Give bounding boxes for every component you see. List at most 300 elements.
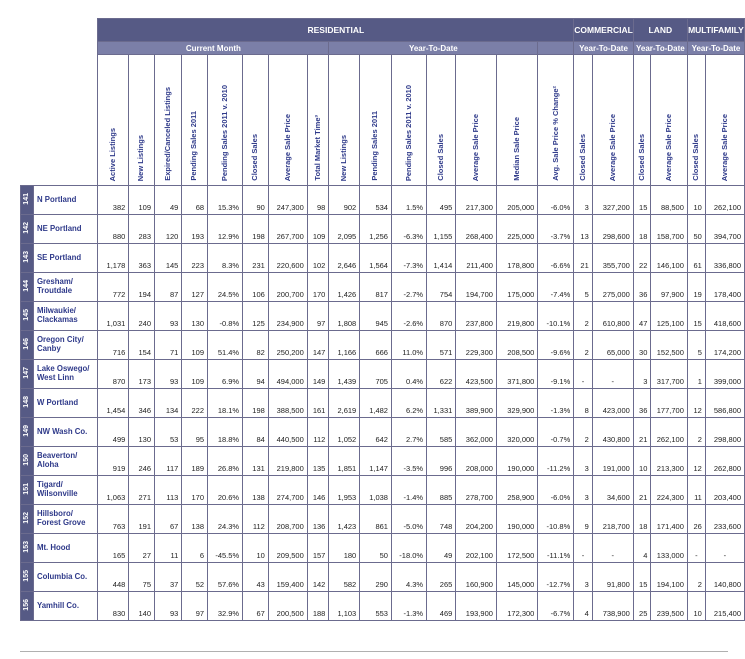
section-multifamily: MULTIFAMILY xyxy=(687,19,744,42)
table-cell: 247,300 xyxy=(268,186,307,215)
table-cell: 193 xyxy=(182,215,208,244)
area-code-label: 153 xyxy=(23,541,31,553)
table-cell: 133,000 xyxy=(651,534,688,563)
table-cell: 67 xyxy=(243,592,269,621)
table-cell: 6 xyxy=(182,534,208,563)
table-cell: 203,400 xyxy=(705,476,744,505)
table-row xyxy=(21,186,745,215)
table-cell: 622 xyxy=(427,360,456,389)
table-cell: 1,564 xyxy=(360,244,392,273)
table-cell: 5 xyxy=(574,273,592,302)
table-cell: 265 xyxy=(427,563,456,592)
table-cell: 3 xyxy=(574,186,592,215)
area-name: W Portland xyxy=(33,389,97,418)
table-cell: 220,600 xyxy=(268,244,307,273)
area-code xyxy=(21,592,34,621)
table-row xyxy=(21,273,745,302)
column-header xyxy=(307,55,329,186)
area-code-label: 152 xyxy=(23,512,31,524)
table-cell: 610,800 xyxy=(592,302,633,331)
table-cell: 27 xyxy=(129,534,155,563)
column-header-label: Avg. Sale Price % Change² xyxy=(550,86,560,181)
table-cell: 26.8% xyxy=(208,447,243,476)
table-cell: 211,400 xyxy=(456,244,497,273)
table-cell: -1.3% xyxy=(538,389,574,418)
column-header xyxy=(268,55,307,186)
table-cell: 147 xyxy=(307,331,329,360)
table-cell: 11 xyxy=(155,534,182,563)
table-cell: 178,400 xyxy=(705,273,744,302)
table-cell: 138 xyxy=(182,505,208,534)
table-cell: 67 xyxy=(155,505,182,534)
table-cell: 763 xyxy=(98,505,129,534)
table-cell: 371,800 xyxy=(496,360,537,389)
table-cell: 21 xyxy=(574,244,592,273)
area-code xyxy=(21,186,34,215)
table-cell: 1,423 xyxy=(329,505,360,534)
table-cell: 336,800 xyxy=(705,244,744,273)
table-cell: -7.4% xyxy=(538,273,574,302)
table-cell: 36 xyxy=(633,389,651,418)
table-cell: 1,155 xyxy=(427,215,456,244)
area-name: N Portland xyxy=(33,186,97,215)
table-cell: 160,900 xyxy=(456,563,497,592)
table-cell: 138 xyxy=(243,476,269,505)
area-name: SE Portland xyxy=(33,244,97,273)
table-cell: 355,700 xyxy=(592,244,633,273)
table-cell: 145 xyxy=(155,244,182,273)
table-cell: 830 xyxy=(98,592,129,621)
area-name: Tigard/ Wilsonville xyxy=(33,476,97,505)
table-cell: 880 xyxy=(98,215,129,244)
table-cell: 423,000 xyxy=(592,389,633,418)
table-cell: -10.8% xyxy=(538,505,574,534)
table-cell: 218,700 xyxy=(592,505,633,534)
table-cell: 495 xyxy=(427,186,456,215)
table-cell: 262,800 xyxy=(705,447,744,476)
column-header-label: New Listings xyxy=(136,134,146,181)
column-header-label: Average Sale Price xyxy=(282,113,292,181)
column-header-label: Closed Sales xyxy=(435,134,445,181)
table-cell: 754 xyxy=(427,273,456,302)
table-cell: 50 xyxy=(360,534,392,563)
table-cell: 127 xyxy=(182,273,208,302)
column-header-label: Median Sale Price xyxy=(511,117,521,181)
table-cell: 283 xyxy=(129,215,155,244)
table-row xyxy=(21,592,745,621)
table-cell: 231 xyxy=(243,244,269,273)
table-cell: 262,100 xyxy=(705,186,744,215)
market-report-table xyxy=(20,18,745,621)
table-cell: 93 xyxy=(155,302,182,331)
table-cell: 430,800 xyxy=(592,418,633,447)
table-cell: 268,400 xyxy=(456,215,497,244)
table-cell: 20.6% xyxy=(208,476,243,505)
table-cell: 36 xyxy=(633,273,651,302)
table-cell: 113 xyxy=(155,476,182,505)
table-cell: 996 xyxy=(427,447,456,476)
table-cell: 499 xyxy=(98,418,129,447)
table-cell: 919 xyxy=(98,447,129,476)
table-cell: 10 xyxy=(633,447,651,476)
area-code xyxy=(21,215,34,244)
column-header xyxy=(651,55,688,186)
table-cell: 11.0% xyxy=(391,331,426,360)
table-cell: 71 xyxy=(155,331,182,360)
table-cell: 91,800 xyxy=(592,563,633,592)
table-cell: 52 xyxy=(182,563,208,592)
table-cell: -6.7% xyxy=(538,592,574,621)
table-cell: -0.7% xyxy=(538,418,574,447)
table-row xyxy=(21,244,745,273)
table-cell: 30 xyxy=(633,331,651,360)
table-cell: -6.3% xyxy=(391,215,426,244)
column-header xyxy=(496,55,537,186)
table-cell: 1,482 xyxy=(360,389,392,418)
table-cell: 51.4% xyxy=(208,331,243,360)
table-cell: 278,700 xyxy=(456,476,497,505)
table-cell: 418,600 xyxy=(705,302,744,331)
table-cell: 198 xyxy=(243,389,269,418)
table-cell: 204,200 xyxy=(456,505,497,534)
table-cell: 109 xyxy=(129,186,155,215)
table-cell: 205,000 xyxy=(496,186,537,215)
area-code-label: 148 xyxy=(23,396,31,408)
table-cell: 109 xyxy=(182,360,208,389)
table-cell: 8.3% xyxy=(208,244,243,273)
table-cell: 106 xyxy=(243,273,269,302)
table-cell: -6.6% xyxy=(538,244,574,273)
area-name: Mt. Hood xyxy=(33,534,97,563)
table-cell: 98 xyxy=(307,186,329,215)
table-cell: 1,426 xyxy=(329,273,360,302)
table-cell: 15.3% xyxy=(208,186,243,215)
table-cell: 194,700 xyxy=(456,273,497,302)
area-code xyxy=(21,505,34,534)
table-row xyxy=(21,447,745,476)
table-cell: 165 xyxy=(98,534,129,563)
table-cell: 177,700 xyxy=(651,389,688,418)
table-cell: 32.9% xyxy=(208,592,243,621)
table-cell: 219,800 xyxy=(496,302,537,331)
table-cell: 174,200 xyxy=(705,331,744,360)
table-cell: -45.5% xyxy=(208,534,243,563)
area-code xyxy=(21,534,34,563)
table-cell: 134 xyxy=(155,389,182,418)
subsection-land-ytd: Year-To-Date xyxy=(633,42,687,55)
subsection-current-month: Current Month xyxy=(98,42,329,55)
column-header-label: Average Sale Price xyxy=(663,113,673,181)
corner-blank xyxy=(21,55,98,186)
table-cell: 240 xyxy=(129,302,155,331)
table-cell: 22 xyxy=(633,244,651,273)
table-cell: -3.5% xyxy=(391,447,426,476)
area-code-label: 147 xyxy=(23,367,31,379)
table-cell: 1,103 xyxy=(329,592,360,621)
table-cell: 1,147 xyxy=(360,447,392,476)
table-cell: 49 xyxy=(427,534,456,563)
area-code-label: 150 xyxy=(23,454,31,466)
table-cell: 15 xyxy=(687,302,705,331)
table-cell: 571 xyxy=(427,331,456,360)
table-cell: -6.0% xyxy=(538,186,574,215)
table-cell: 225,000 xyxy=(496,215,537,244)
table-cell: 18 xyxy=(633,505,651,534)
table-cell: 1,178 xyxy=(98,244,129,273)
table-row xyxy=(21,360,745,389)
table-cell: 146,100 xyxy=(651,244,688,273)
table-cell: 363 xyxy=(129,244,155,273)
area-code xyxy=(21,447,34,476)
table-cell: 25 xyxy=(633,592,651,621)
column-header-label: Total Market Time³ xyxy=(312,115,322,181)
column-header xyxy=(129,55,155,186)
table-cell: 902 xyxy=(329,186,360,215)
table-cell: 362,000 xyxy=(456,418,497,447)
table-cell: -7.3% xyxy=(391,244,426,273)
table-cell: 159,400 xyxy=(268,563,307,592)
table-cell: 131 xyxy=(243,447,269,476)
area-code-label: 156 xyxy=(23,599,31,611)
table-cell: 666 xyxy=(360,331,392,360)
table-cell: 18.1% xyxy=(208,389,243,418)
table-cell: 861 xyxy=(360,505,392,534)
table-cell: 870 xyxy=(98,360,129,389)
table-row xyxy=(21,476,745,505)
table-cell: 152,500 xyxy=(651,331,688,360)
table-cell: 120 xyxy=(155,215,182,244)
area-code xyxy=(21,476,34,505)
table-cell: 3 xyxy=(574,447,592,476)
table-cell: 84 xyxy=(243,418,269,447)
area-code-label: 145 xyxy=(23,309,31,321)
table-cell: 75 xyxy=(129,563,155,592)
table-cell: 1 xyxy=(687,360,705,389)
table-cell: 219,800 xyxy=(268,447,307,476)
table-cell: 440,500 xyxy=(268,418,307,447)
table-cell: 10 xyxy=(687,186,705,215)
table-cell: 158,700 xyxy=(651,215,688,244)
column-header-label: Average Sale Price xyxy=(607,113,617,181)
column-header xyxy=(574,55,592,186)
table-cell: 9 xyxy=(574,505,592,534)
table-cell: 200,500 xyxy=(268,592,307,621)
table-cell: 146 xyxy=(307,476,329,505)
table-cell: 11 xyxy=(687,476,705,505)
table-cell: 109 xyxy=(182,331,208,360)
table-row xyxy=(21,563,745,592)
table-cell: 237,800 xyxy=(456,302,497,331)
column-header xyxy=(329,55,360,186)
area-code-label: 144 xyxy=(23,280,31,292)
table-cell: 130 xyxy=(129,418,155,447)
table-cell: 2,646 xyxy=(329,244,360,273)
table-cell: 1,166 xyxy=(329,331,360,360)
table-cell: 246 xyxy=(129,447,155,476)
column-header-label: Average Sale Price xyxy=(719,113,729,181)
table-cell: -9.6% xyxy=(538,331,574,360)
table-cell: 298,800 xyxy=(705,418,744,447)
table-cell: 12 xyxy=(687,389,705,418)
area-name: NW Wash Co. xyxy=(33,418,97,447)
table-cell: 0.4% xyxy=(391,360,426,389)
table-cell: -12.7% xyxy=(538,563,574,592)
area-name: Milwaukie/ Clackamas xyxy=(33,302,97,331)
table-cell: 271 xyxy=(129,476,155,505)
area-name: Oregon City/ Canby xyxy=(33,331,97,360)
table-cell: 223 xyxy=(182,244,208,273)
table-cell: 202,100 xyxy=(456,534,497,563)
table-cell: 1,454 xyxy=(98,389,129,418)
area-code xyxy=(21,273,34,302)
area-code-label: 143 xyxy=(23,251,31,263)
table-cell: 24.3% xyxy=(208,505,243,534)
table-cell: -5.0% xyxy=(391,505,426,534)
table-row xyxy=(21,534,745,563)
table-cell: 125 xyxy=(243,302,269,331)
table-cell: 262,100 xyxy=(651,418,688,447)
table-cell: 1,031 xyxy=(98,302,129,331)
table-cell: 149 xyxy=(307,360,329,389)
table-cell: 12 xyxy=(687,447,705,476)
table-cell: 3 xyxy=(574,563,592,592)
table-cell: 346 xyxy=(129,389,155,418)
table-cell: - xyxy=(574,534,592,563)
table-cell: 738,900 xyxy=(592,592,633,621)
column-header-label: Pending Sales 2011 xyxy=(370,111,380,181)
table-cell: -6.0% xyxy=(538,476,574,505)
table-cell: 87 xyxy=(155,273,182,302)
table-cell: 82 xyxy=(243,331,269,360)
table-cell: 1,414 xyxy=(427,244,456,273)
column-header xyxy=(391,55,426,186)
column-header-label: New Listings xyxy=(339,134,349,181)
table-cell: 34,600 xyxy=(592,476,633,505)
table-cell: 553 xyxy=(360,592,392,621)
subsection-multifamily-ytd: Year-To-Date xyxy=(687,42,744,55)
table-cell: 95 xyxy=(182,418,208,447)
table-cell: 194,100 xyxy=(651,563,688,592)
table-cell: 233,600 xyxy=(705,505,744,534)
table-row xyxy=(21,389,745,418)
table-cell: 102 xyxy=(307,244,329,273)
table-cell: 224,300 xyxy=(651,476,688,505)
area-name: Lake Oswego/ West Linn xyxy=(33,360,97,389)
table-cell: 1,808 xyxy=(329,302,360,331)
table-cell: 173 xyxy=(129,360,155,389)
table-cell: 234,900 xyxy=(268,302,307,331)
table-cell: 94 xyxy=(243,360,269,389)
table-cell: 2,095 xyxy=(329,215,360,244)
table-cell: -10.1% xyxy=(538,302,574,331)
table-cell: 97,900 xyxy=(651,273,688,302)
table-cell: 47 xyxy=(633,302,651,331)
table-cell: 394,700 xyxy=(705,215,744,244)
table-cell: 817 xyxy=(360,273,392,302)
table-row xyxy=(21,505,745,534)
table-cell: 250,200 xyxy=(268,331,307,360)
table-cell: 208,700 xyxy=(268,505,307,534)
table-cell: 399,000 xyxy=(705,360,744,389)
area-code-label: 146 xyxy=(23,338,31,350)
table-row xyxy=(21,418,745,447)
table-cell: 189 xyxy=(182,447,208,476)
column-header-label: Closed Sales xyxy=(691,134,701,181)
table-cell: 10 xyxy=(243,534,269,563)
area-code xyxy=(21,244,34,273)
table-cell: 93 xyxy=(155,360,182,389)
table-cell: 772 xyxy=(98,273,129,302)
table-cell: 112 xyxy=(243,505,269,534)
table-cell: 198 xyxy=(243,215,269,244)
table-cell: 4 xyxy=(633,534,651,563)
table-cell: 157 xyxy=(307,534,329,563)
area-code xyxy=(21,563,34,592)
section-land: LAND xyxy=(633,19,687,42)
table-cell: 93 xyxy=(155,592,182,621)
area-code-label: 149 xyxy=(23,425,31,437)
table-cell: 2,619 xyxy=(329,389,360,418)
table-cell: 329,900 xyxy=(496,389,537,418)
table-cell: 19 xyxy=(687,273,705,302)
table-cell: 2.7% xyxy=(391,418,426,447)
table-cell: 208,000 xyxy=(456,447,497,476)
table-cell: 18 xyxy=(633,215,651,244)
column-header xyxy=(360,55,392,186)
table-cell: 382 xyxy=(98,186,129,215)
table-cell: 213,300 xyxy=(651,447,688,476)
table-cell: 317,700 xyxy=(651,360,688,389)
table-cell: -3.7% xyxy=(538,215,574,244)
area-name: NE Portland xyxy=(33,215,97,244)
area-code-label: 155 xyxy=(23,570,31,582)
table-cell: 24.5% xyxy=(208,273,243,302)
table-cell: 178,800 xyxy=(496,244,537,273)
column-header xyxy=(208,55,243,186)
table-cell: 172,300 xyxy=(496,592,537,621)
column-header xyxy=(538,55,574,186)
table-cell: 267,700 xyxy=(268,215,307,244)
table-cell: 275,000 xyxy=(592,273,633,302)
table-cell: 97 xyxy=(182,592,208,621)
table-cell: 1,439 xyxy=(329,360,360,389)
table-cell: 423,500 xyxy=(456,360,497,389)
table-cell: 145,000 xyxy=(496,563,537,592)
table-cell: 5 xyxy=(687,331,705,360)
column-header xyxy=(243,55,269,186)
table-cell: 142 xyxy=(307,563,329,592)
column-header-label: Pending Sales 2011 v. 2010 xyxy=(219,84,229,181)
column-header-label: Closed Sales xyxy=(250,134,260,181)
table-cell: 171,400 xyxy=(651,505,688,534)
table-cell: 57.6% xyxy=(208,563,243,592)
table-cell: 49 xyxy=(155,186,182,215)
subsection-commercial-ytd: Year-To-Date xyxy=(574,42,634,55)
table-row xyxy=(21,302,745,331)
market-report-table-container xyxy=(20,18,745,621)
table-cell: 208,500 xyxy=(496,331,537,360)
table-cell: 945 xyxy=(360,302,392,331)
corner-blank xyxy=(21,42,98,55)
table-cell: 222 xyxy=(182,389,208,418)
area-name: Columbia Co. xyxy=(33,563,97,592)
column-header xyxy=(705,55,744,186)
table-cell: 870 xyxy=(427,302,456,331)
area-code xyxy=(21,418,34,447)
section-residential: RESIDENTIAL xyxy=(98,19,574,42)
table-cell: 140 xyxy=(129,592,155,621)
table-cell: 534 xyxy=(360,186,392,215)
